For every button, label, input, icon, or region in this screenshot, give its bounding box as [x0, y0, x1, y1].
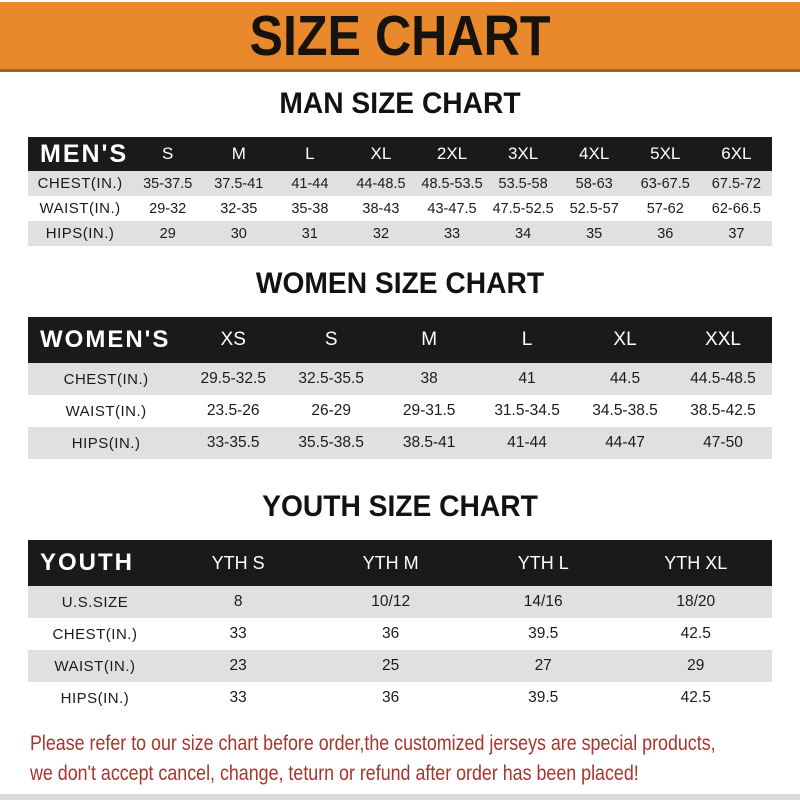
- measurement-value-cell: 35-38: [274, 196, 345, 221]
- measurement-value-cell: 38.5-41: [380, 427, 478, 459]
- men-size-table: [28, 137, 772, 246]
- measurement-label: CHEST(IN.): [28, 618, 162, 650]
- size-column-header: XXL: [674, 317, 772, 363]
- measurement-label: HIPS(IN.): [28, 427, 184, 459]
- measurement-value-cell: 48.5-53.5: [416, 171, 487, 196]
- disclaimer-line-2: we don't accept cancel, change, teturn or refund after order has been placed!: [30, 762, 639, 785]
- size-column-header: S: [132, 137, 203, 171]
- measurement-value-cell: 35-37.5: [132, 171, 203, 196]
- measurement-value-cell: 18/20: [619, 586, 772, 618]
- measurement-value-cell: 41-44: [274, 171, 345, 196]
- size-table-header-row: [28, 317, 772, 363]
- measurement-value-cell: 29: [132, 221, 203, 246]
- measurement-value-cell: 38: [380, 363, 478, 395]
- measurement-row: [28, 395, 772, 427]
- measurement-value-cell: 29: [619, 650, 772, 682]
- measurement-value-cell: 47.5-52.5: [488, 196, 559, 221]
- measurement-value-cell: 29.5-32.5: [184, 363, 282, 395]
- size-column-header: M: [203, 137, 274, 171]
- youth-size-table: [28, 540, 772, 714]
- measurement-row: [28, 650, 772, 682]
- size-column-header: 2XL: [416, 137, 487, 171]
- measurement-value-cell: 42.5: [619, 618, 772, 650]
- measurement-value-cell: 23: [162, 650, 315, 682]
- measurement-row: [28, 171, 772, 196]
- measurement-value-cell: 53.5-58: [488, 171, 559, 196]
- measurement-row: [28, 618, 772, 650]
- measurement-label: HIPS(IN.): [28, 682, 162, 714]
- measurement-value-cell: 58-63: [559, 171, 630, 196]
- banner-title: SIZE CHART: [249, 3, 551, 68]
- measurement-value-cell: 35.5-38.5: [282, 427, 380, 459]
- size-column-header: 4XL: [559, 137, 630, 171]
- size-column-header: YTH M: [314, 540, 467, 586]
- size-column-header: 5XL: [630, 137, 701, 171]
- measurement-value-cell: 10/12: [314, 586, 467, 618]
- measurement-value-cell: 25: [314, 650, 467, 682]
- measurement-value-cell: 38-43: [345, 196, 416, 221]
- bottom-strip: [0, 794, 800, 800]
- measurement-label: WAIST(IN.): [28, 650, 162, 682]
- section-youth: [0, 492, 800, 714]
- banner: [0, 2, 800, 72]
- measurement-value-cell: 33: [162, 618, 315, 650]
- measurement-value-cell: 62-66.5: [701, 196, 772, 221]
- measurement-value-cell: 32.5-35.5: [282, 363, 380, 395]
- measurement-value-cell: 33: [416, 221, 487, 246]
- measurement-value-cell: 31: [274, 221, 345, 246]
- measurement-value-cell: 36: [314, 618, 467, 650]
- measurement-value-cell: 44-48.5: [345, 171, 416, 196]
- measurement-value-cell: 23.5-26: [184, 395, 282, 427]
- measurement-value-cell: 41-44: [478, 427, 576, 459]
- measurement-value-cell: 39.5: [467, 618, 620, 650]
- measurement-label: WAIST(IN.): [28, 395, 184, 427]
- measurement-label: HIPS(IN.): [28, 221, 132, 246]
- measurement-value-cell: 44.5-48.5: [674, 363, 772, 395]
- size-column-header: XS: [184, 317, 282, 363]
- size-column-header: M: [380, 317, 478, 363]
- measurement-value-cell: 41: [478, 363, 576, 395]
- measurement-value-cell: 14/16: [467, 586, 620, 618]
- measurement-value-cell: 42.5: [619, 682, 772, 714]
- measurement-value-cell: 30: [203, 221, 274, 246]
- size-column-header: YTH XL: [619, 540, 772, 586]
- size-column-header: XL: [345, 137, 416, 171]
- size-table-header-row: [28, 137, 772, 171]
- size-column-header: YTH L: [467, 540, 620, 586]
- measurement-row: [28, 221, 772, 246]
- table-title-cell: YOUTH: [28, 540, 162, 586]
- measurement-value-cell: 47-50: [674, 427, 772, 459]
- measurement-value-cell: 67.5-72: [701, 171, 772, 196]
- measurement-value-cell: 34: [488, 221, 559, 246]
- size-column-header: L: [478, 317, 576, 363]
- measurement-row: [28, 586, 772, 618]
- measurement-value-cell: 34.5-38.5: [576, 395, 674, 427]
- measurement-row: [28, 682, 772, 714]
- women-size-table: [28, 317, 772, 459]
- men-section-heading: MAN SIZE CHART: [279, 87, 521, 120]
- measurement-value-cell: 63-67.5: [630, 171, 701, 196]
- table-title-cell: MEN'S: [28, 137, 132, 171]
- measurement-value-cell: 57-62: [630, 196, 701, 221]
- size-table-header-row: [28, 540, 772, 586]
- size-column-header: 3XL: [488, 137, 559, 171]
- women-section-heading: WOMEN SIZE CHART: [255, 267, 545, 300]
- measurement-value-cell: 27: [467, 650, 620, 682]
- section-men: [0, 89, 800, 246]
- measurement-value-cell: 33: [162, 682, 315, 714]
- measurement-value-cell: 36: [630, 221, 701, 246]
- measurement-value-cell: 8: [162, 586, 315, 618]
- measurement-value-cell: 43-47.5: [416, 196, 487, 221]
- size-column-header: S: [282, 317, 380, 363]
- disclaimer: [0, 729, 800, 789]
- measurement-value-cell: 29-32: [132, 196, 203, 221]
- measurement-value-cell: 37.5-41: [203, 171, 274, 196]
- size-column-header: YTH S: [162, 540, 315, 586]
- section-women: [0, 269, 800, 459]
- size-column-header: L: [274, 137, 345, 171]
- measurement-value-cell: 32-35: [203, 196, 274, 221]
- measurement-row: [28, 363, 772, 395]
- measurement-value-cell: 35: [559, 221, 630, 246]
- disclaimer-line-1: Please refer to our size chart before order,the customized jerseys are special products,: [30, 732, 716, 755]
- measurement-value-cell: 32: [345, 221, 416, 246]
- measurement-label: WAIST(IN.): [28, 196, 132, 221]
- youth-section-heading: YOUTH SIZE CHART: [262, 490, 538, 523]
- measurement-label: U.S.SIZE: [28, 586, 162, 618]
- measurement-row: [28, 427, 772, 459]
- size-column-header: 6XL: [701, 137, 772, 171]
- measurement-value-cell: 44-47: [576, 427, 674, 459]
- measurement-value-cell: 37: [701, 221, 772, 246]
- measurement-row: [28, 196, 772, 221]
- measurement-value-cell: 39.5: [467, 682, 620, 714]
- measurement-value-cell: 29-31.5: [380, 395, 478, 427]
- measurement-value-cell: 38.5-42.5: [674, 395, 772, 427]
- measurement-label: CHEST(IN.): [28, 363, 184, 395]
- measurement-value-cell: 31.5-34.5: [478, 395, 576, 427]
- measurement-label: CHEST(IN.): [28, 171, 132, 196]
- table-title-cell: WOMEN'S: [28, 317, 184, 363]
- size-column-header: XL: [576, 317, 674, 363]
- measurement-value-cell: 52.5-57: [559, 196, 630, 221]
- measurement-value-cell: 36: [314, 682, 467, 714]
- measurement-value-cell: 33-35.5: [184, 427, 282, 459]
- measurement-value-cell: 26-29: [282, 395, 380, 427]
- measurement-value-cell: 44.5: [576, 363, 674, 395]
